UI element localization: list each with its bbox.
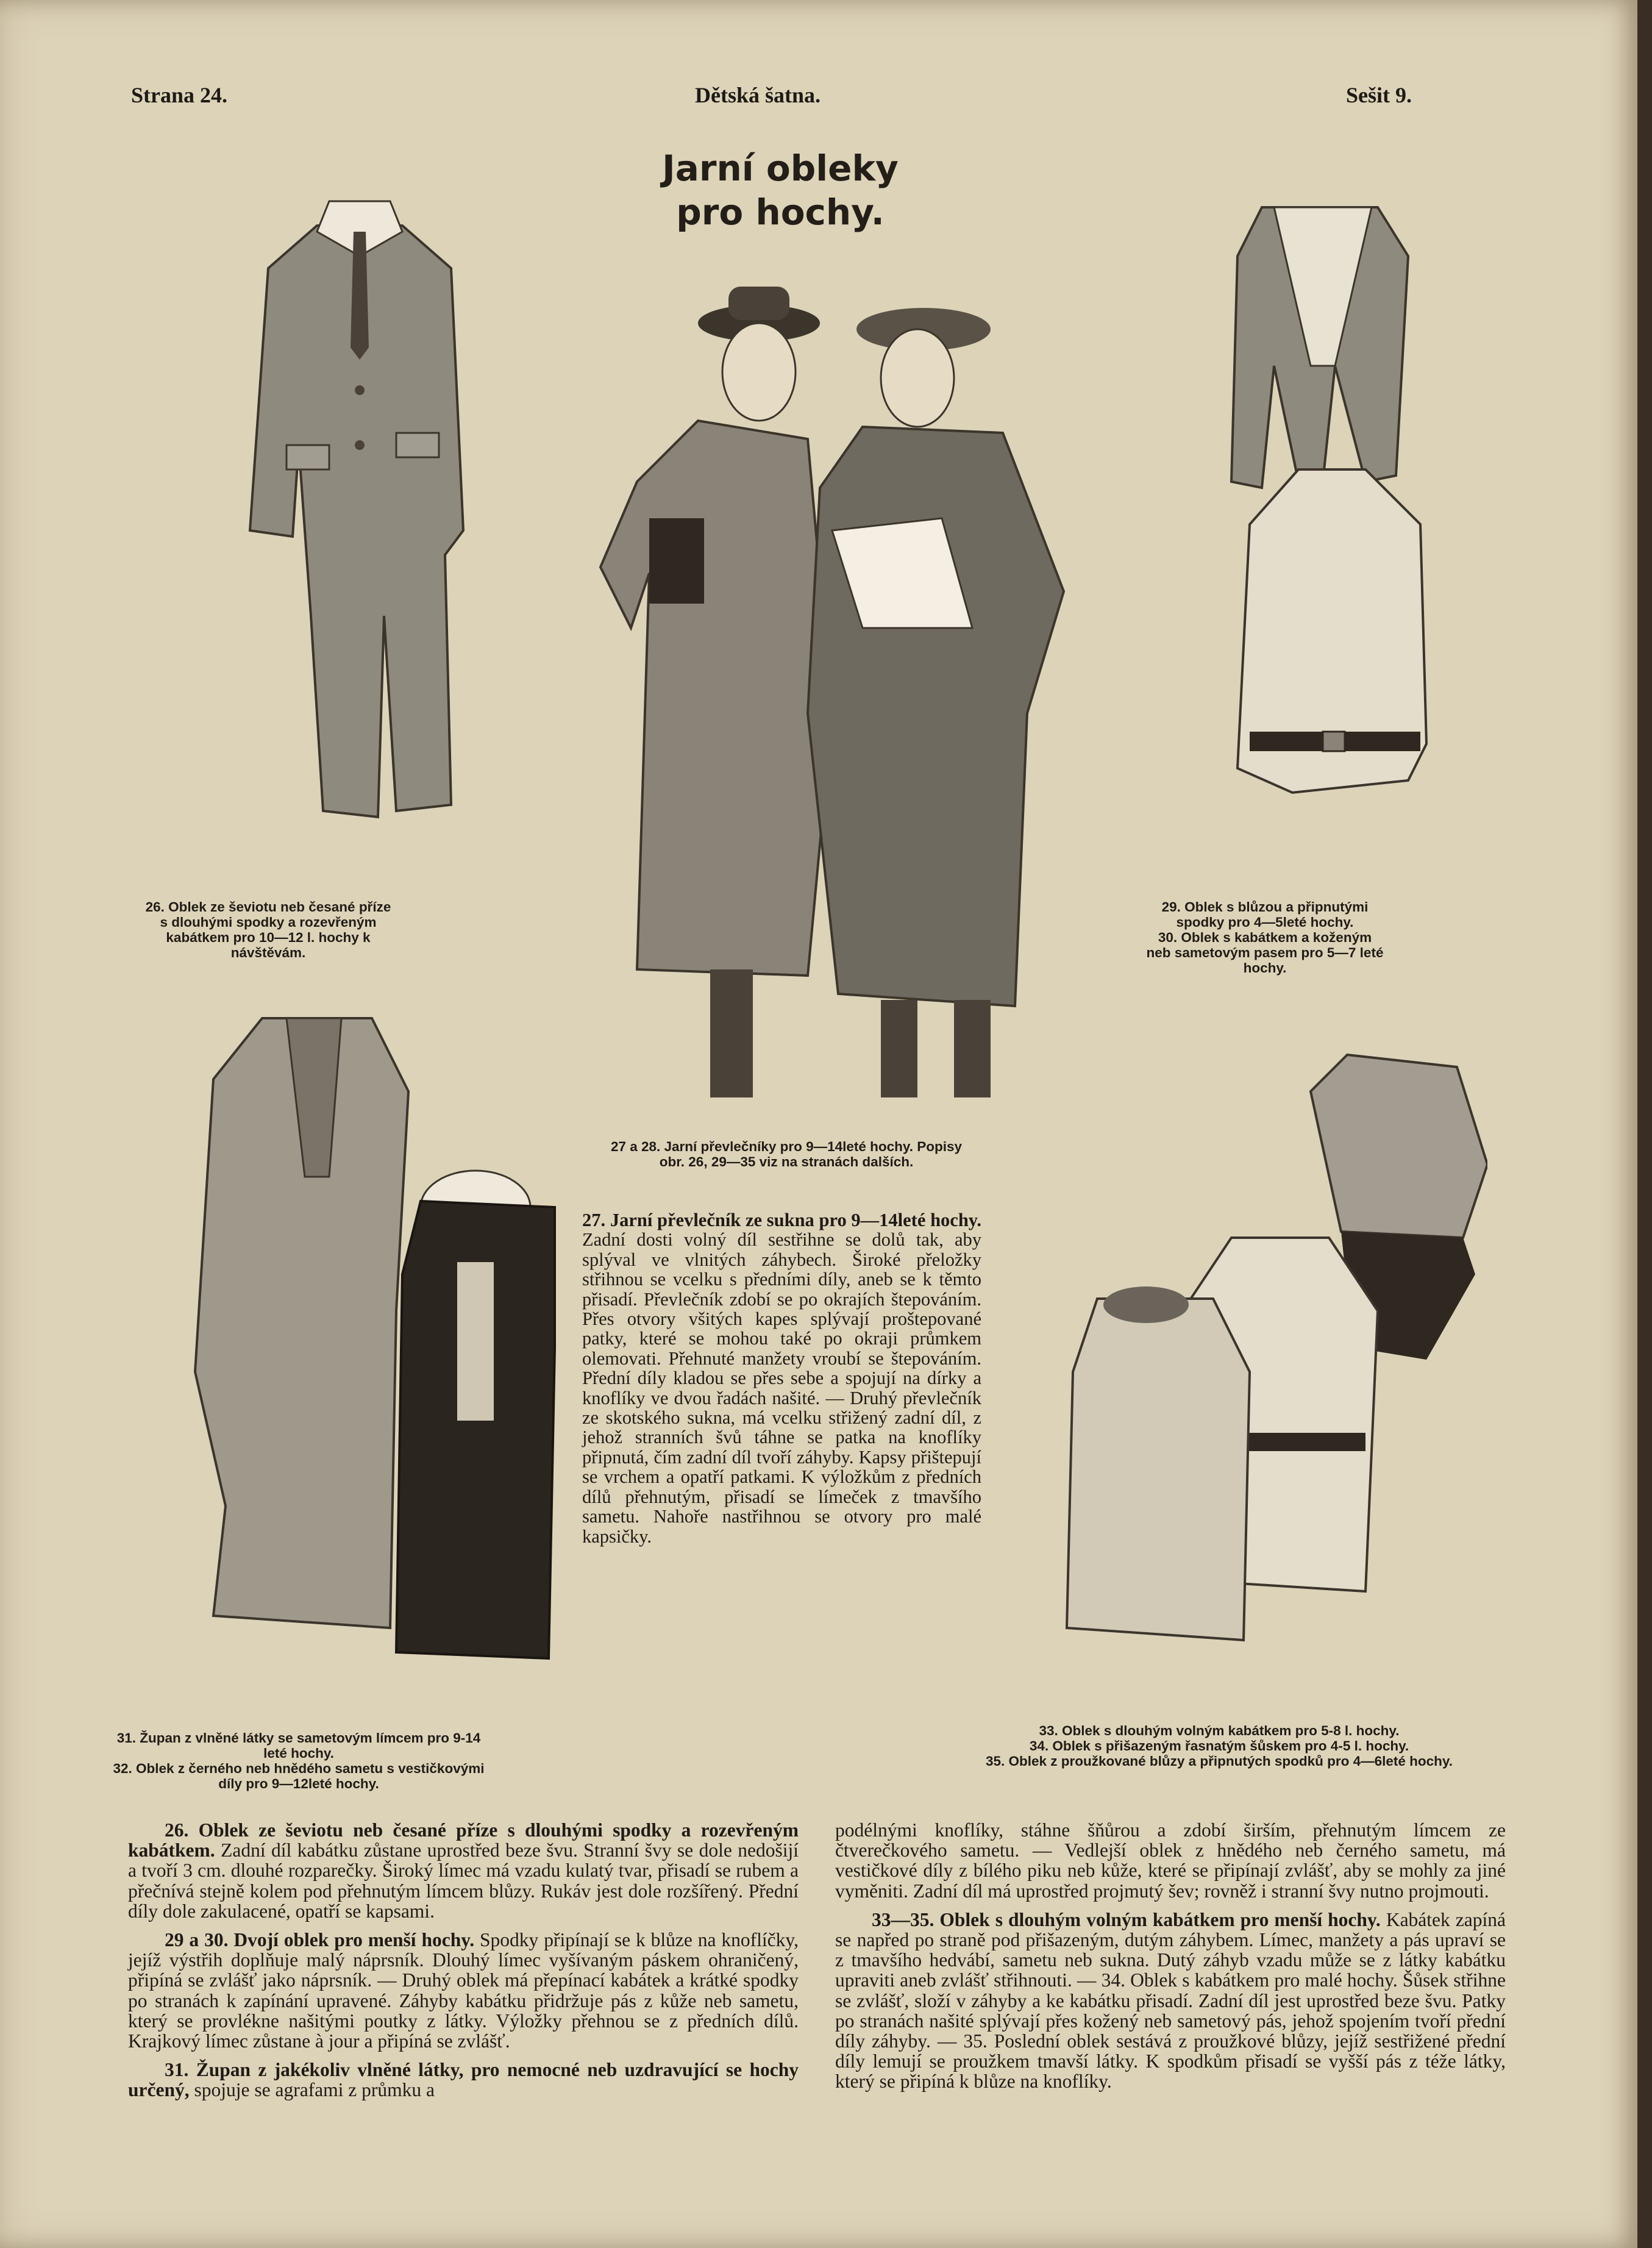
- right-text-column: podélnými knoflíky, stáhne šňůrou a zdobí širším, přehnutým límcem ze čtverečkového sametu. — Vedlejší oblek z hnědého neb černého sametu, má vestičkové díly z bílého piku neb kůže, které se připínají zvlášť, aby se mohly za jiné vyměniti. Zadní díl má uprostřed projmutý šev; rovněž i stranní švy nutno projmouti. 33—35. Oblek s dlouhým volným kabátkem pro menší hochy. Kabátek zapíná se napřed po straně pod přišazeným, dutým záhybem. Límec, manžety a pás upraví se z tmavšího hedvábí, sametu neb sukna. Dutý záhyb vzadu může se z látky kabátku upraviti aneb zvlášť střihnouti. — 34. Oblek s kabátkem pro malé hochy. Šůsek střihne se zvlášť, složí v záhyby a ke kabátku přisadí. Zadní díl jest uprostřed beze švu. Patky po stranách našité splývají přes kožený neb sametový pás, jehož spojením tvoří přední díly záhyby. — 35. Poslední oblek sestává z proužkové blůzy, jejíž sestřižené přední díly lemují se proužkem tmavší látky. K spodkům přisadí se vyšší pás z téže látky, který se připíná k blůze na knoflíky.: [835, 1819, 1506, 2093]
- caption-fig-26: 26. Oblek ze ševiotu neb česané příze s dlouhými spodky a rozevřeným kabátkem pro 10—12 l. hochy k návštěvám.: [145, 899, 391, 960]
- section-title: Dětská šatna.: [695, 83, 821, 107]
- issue-number: Sešit 9.: [1346, 83, 1412, 107]
- figure-26-suit-illustration: [244, 189, 475, 829]
- binding-edge: [1637, 0, 1652, 2248]
- caption-fig-29-30: 29. Oblek s blůzou a připnutými spodky pro 4—5leté hochy. 30. Oblek s kabátkem a koženým neb sametovým pasem pro 5—7 leté hochy.: [1146, 899, 1384, 976]
- page-title: Jarní obleky pro hochy.: [662, 148, 899, 233]
- caption-fig-33-35: 33. Oblek s dlouhým volným kabátkem pro 5-8 l. hochy. 34. Oblek s přišazeným řasnatým šůskem pro 4-5 l. hochy. 35. Oblek z proužkované blůzy a připnutých spodků pro 4—6leté hochy.: [986, 1723, 1453, 1769]
- description-fig-27-28: 27. Jarní převlečník ze sukna pro 9—14leté hochy. Zadní dosti volný díl sestřihne se dolů tak, aby splýval ve vlnitých záhybech. Široké přeložky střihnou se vcelku s předními díly, aneb se k těmto přisadí. Převlečník zdobí se po okrajích štepováním. Přes otvory všitých kapes splývají proštepované patky, které se mohou také po okraji průmkem olemovati. Přehnuté manžety vroubí se štepováním. Přední díly kladou se přes sebe a spojují na dírky a knoflíky ve dvou řadách našité. — Druhý převlečník ze skotského sukna, má vcelku střižený zadní díl, z jehož stranních švů táhne se patka na knoflíky připnutá, čím zadní díl tvoří záhyby. Kapsy přištepují se vrchem a opatří patkami. K výložkům z předních dílů přehnutým, přisadí se límeček z tmavšího sametu. Nahoře nastřihnou se otvory pro malé kapsičky.: [582, 1210, 981, 1547]
- figure-33-35-illustration: [1061, 1030, 1487, 1671]
- figure-31-32-illustration: [189, 1006, 579, 1671]
- page-number: Strana 24.: [131, 83, 228, 107]
- caption-fig-27-28: 27 a 28. Jarní převlečníky pro 9—14leté hochy. Popisy obr. 26, 29—35 viz na stranách dalších.: [610, 1139, 963, 1169]
- figure-29-30-suits-illustration: [1225, 183, 1433, 835]
- caption-fig-31-32: 31. Župan z vlněné látky se sametovým límcem pro 9-14 leté hochy. 32. Oblek z černého neb hnědého sametu s vestičkovými díly pro 9—12leté hochy.: [113, 1730, 485, 1791]
- left-text-column: 26. Oblek ze ševiotu neb česané příze s dlouhými spodky a rozevřeným kabátkem. Zadní díl kabátku zůstane uprostřed beze švu. Stranní švy se dole nedošijí a tvoří 3 cm. dlouhé rozparečky. Široký límec má vzadu kulatý tvar, přisadí se rubem a přečnívá stejně kolem pod přehnutým límcem blůzy. Rukáv jest dole rozšířený. Přední díly dole zakulacené, opatří se kapsami. 29 a 30. Dvojí oblek pro menší hochy. Spodky připínají se k blůze na knoflíčky, jejíž výstřih doplňuje malý náprsník. Dlouhý límec vyšívaným páskem ohraničený, připíná se zvlášť jako náprsník. — Druhý oblek má přepínací kabátek a krátké spodky po stranách k zapínání upravené. Záhyby kabátku přidržuje pás z kůže neb sametu, který se provlékne našitými poutky z látky. Výložky přehnou se z předních dílů. Krajkový límec zůstane à jour a připíná se zvlášť. 31. Župan z jakékoliv vlněné látky, pro nemocné neb uzdravující se hochy určený, spojuje se agrafami z průmku a: [128, 1819, 799, 2101]
- figure-27-28-coats-illustration: [576, 287, 1155, 1110]
